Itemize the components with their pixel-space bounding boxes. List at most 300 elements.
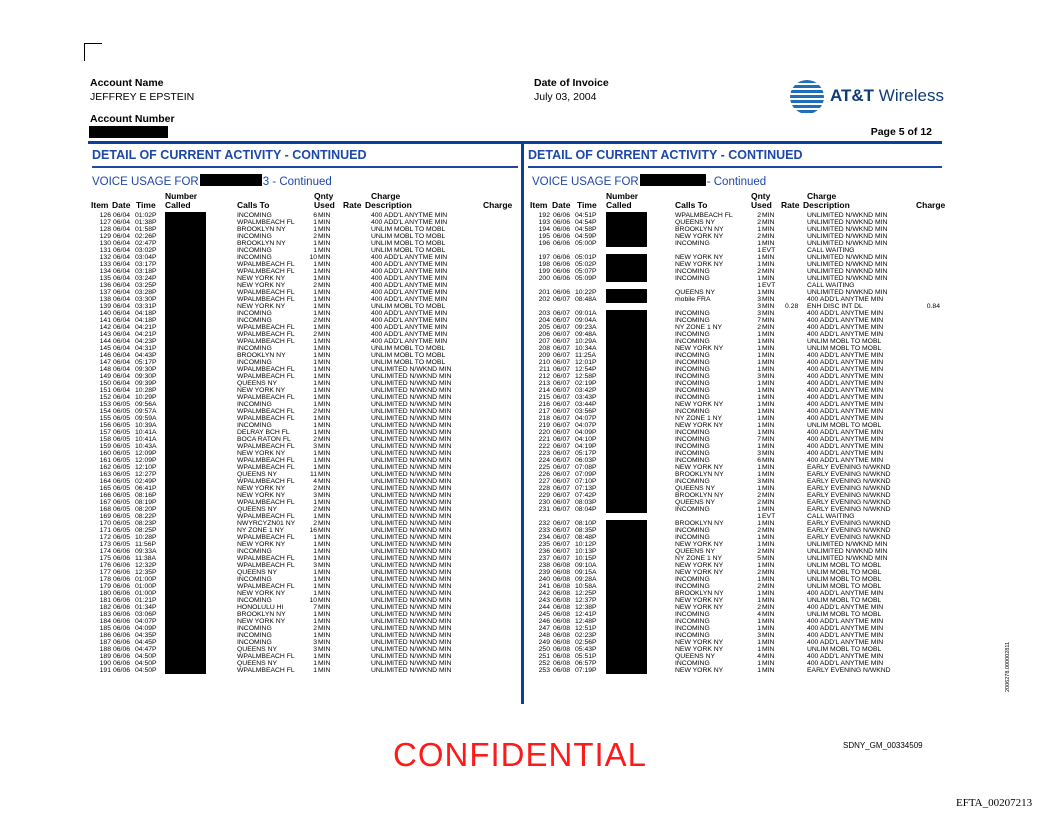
qty-cell: 4 <box>757 653 761 660</box>
description-cell: 400 ADD'L ANYTME MIN <box>371 317 448 324</box>
calls-to-cell: INCOMING <box>675 408 710 415</box>
unit-cell: MIN <box>762 646 775 653</box>
time-cell: 03:06P <box>135 611 157 618</box>
qty-cell: 3 <box>757 310 761 317</box>
unit-cell: MIN <box>318 611 331 618</box>
time-cell: 09:56A <box>135 401 157 408</box>
number-redaction <box>606 352 647 359</box>
number-redaction <box>606 667 647 674</box>
time-cell: 04:07P <box>575 415 597 422</box>
item-cell: 237 <box>538 555 550 562</box>
time-cell: 04:58P <box>575 226 597 233</box>
time-cell: 08:48P <box>575 534 597 541</box>
description-cell: UNLIMITED N/WKND MIN <box>371 569 452 576</box>
table-row <box>0 506 1056 513</box>
calls-to-cell: INCOMING <box>675 583 710 590</box>
item-cell: 155 <box>99 415 111 422</box>
item-cell: 232 <box>538 520 550 527</box>
calls-to-cell: NEW YORK NY <box>675 464 724 471</box>
description-cell: EARLY EVENING N/WKND <box>807 667 891 674</box>
unit-cell: MIN <box>318 415 331 422</box>
calls-to-cell: INCOMING <box>675 338 710 345</box>
qty-cell: 2 <box>313 506 317 513</box>
account-number-redaction <box>89 126 168 138</box>
date-cell: 06/06 <box>113 583 131 590</box>
qty-cell: 1 <box>313 296 317 303</box>
date-cell: 06/04 <box>113 268 131 275</box>
qty-cell: 1 <box>313 632 317 639</box>
time-cell: 08:03P <box>575 499 597 506</box>
calls-to-cell: BROOKLYN NY <box>675 226 724 233</box>
number-redaction <box>606 261 647 268</box>
date-cell: 06/08 <box>553 632 571 639</box>
number-redaction <box>606 534 647 541</box>
item-cell: 236 <box>538 548 550 555</box>
unit-cell: MIN <box>318 408 331 415</box>
qty-cell: 4 <box>757 611 761 618</box>
qty-cell: 1 <box>757 366 761 373</box>
item-cell: 159 <box>99 443 111 450</box>
number-redaction <box>606 233 647 240</box>
calls-to-cell: INCOMING <box>237 639 272 646</box>
item-cell: 183 <box>99 611 111 618</box>
time-cell: 12:51P <box>575 625 597 632</box>
qty-cell: 7 <box>757 317 761 324</box>
item-cell: 163 <box>99 471 111 478</box>
hdr-charge-desc: Charge <box>807 191 837 201</box>
calls-to-cell: INCOMING <box>675 618 710 625</box>
item-cell: 167 <box>99 499 111 506</box>
calls-to-cell: NEW YORK NY <box>675 667 724 674</box>
calls-to-cell: INCOMING <box>675 240 710 247</box>
qty-cell: 1 <box>757 282 761 289</box>
description-cell: UNLIMITED N/WKND MIN <box>371 380 452 387</box>
unit-cell: MIN <box>318 555 331 562</box>
unit-cell: MIN <box>762 212 775 219</box>
calls-to-cell: INCOMING <box>237 422 272 429</box>
item-cell: 143 <box>99 331 111 338</box>
date-cell: 06/06 <box>113 548 131 555</box>
time-cell: 10:22P <box>575 289 597 296</box>
table-row <box>0 422 1056 429</box>
time-cell: 07:09P <box>575 471 597 478</box>
description-cell: UNLIMITED N/WKND MIN <box>807 254 888 261</box>
unit-cell: MIN <box>762 317 775 324</box>
description-cell: UNLIM MOBL TO MOBL <box>371 359 446 366</box>
hdr-calls-to: Calls To <box>237 200 270 210</box>
qty-cell: 3 <box>313 443 317 450</box>
description-cell: EARLY EVENING N/WKND <box>807 492 891 499</box>
item-cell: 221 <box>538 436 550 443</box>
table-row <box>0 429 1056 436</box>
date-cell: 06/04 <box>113 226 131 233</box>
unit-cell: MIN <box>762 632 775 639</box>
item-cell: 176 <box>99 562 111 569</box>
calls-to-cell: BROOKLYN NY <box>237 352 286 359</box>
time-cell: 11:25A <box>575 352 597 359</box>
description-cell: EARLY EVENING N/WKND <box>807 506 891 513</box>
time-cell: 09:57A <box>135 408 157 415</box>
number-redaction <box>606 212 647 219</box>
description-cell: 400 ADD'L ANYTME MIN <box>807 436 884 443</box>
date-cell: 06/04 <box>113 331 131 338</box>
number-redaction <box>606 324 647 331</box>
description-cell: ENH DISC INT DL <box>807 303 863 310</box>
description-cell: UNLIM MOBL TO MOBL <box>371 247 446 254</box>
time-cell: 10:15P <box>575 555 597 562</box>
item-cell: 242 <box>538 590 550 597</box>
number-redaction <box>606 632 647 639</box>
qty-cell: 1 <box>757 338 761 345</box>
date-cell: 06/07 <box>553 331 571 338</box>
item-cell: 210 <box>538 359 550 366</box>
table-row <box>0 611 1056 618</box>
unit-cell: MIN <box>318 296 331 303</box>
unit-cell: MIN <box>762 562 775 569</box>
number-redaction <box>606 450 647 457</box>
description-cell: UNLIM MOBL TO MOBL <box>371 303 446 310</box>
hdr-number: Number <box>606 191 639 201</box>
table-row <box>0 471 1056 478</box>
qty-cell: 3 <box>757 632 761 639</box>
qty-cell: 1 <box>313 541 317 548</box>
calls-to-cell: QUEENS NY <box>237 506 278 513</box>
unit-cell: MIN <box>762 233 775 240</box>
time-cell: 01:38P <box>135 219 157 226</box>
unit-cell: MIN <box>762 506 775 513</box>
time-cell: 12:54P <box>575 366 597 373</box>
time-cell: 04:07P <box>575 422 597 429</box>
corner-crop-mark <box>84 43 102 61</box>
item-cell: 126 <box>99 212 111 219</box>
time-cell: 04:50P <box>135 660 157 667</box>
date-cell: 06/07 <box>553 520 571 527</box>
table-row <box>0 548 1056 555</box>
item-cell: 248 <box>538 632 550 639</box>
date-cell: 06/07 <box>553 457 571 464</box>
calls-to-cell: INCOMING <box>237 233 272 240</box>
item-cell: 182 <box>99 604 111 611</box>
qty-cell: 2 <box>757 219 761 226</box>
left-voice-usage-redaction <box>200 174 262 186</box>
time-cell: 08:25P <box>135 527 157 534</box>
item-cell: 206 <box>538 331 550 338</box>
qty-cell: 1 <box>313 275 317 282</box>
item-cell: 219 <box>538 422 550 429</box>
right-title-underline <box>528 166 942 168</box>
description-cell: UNLIM MOBL TO MOBL <box>371 240 446 247</box>
left-voice-usage-heading <box>92 174 332 188</box>
date-cell: 06/07 <box>553 478 571 485</box>
qty-cell: 2 <box>757 583 761 590</box>
unit-cell: MIN <box>762 296 775 303</box>
item-cell: 228 <box>538 485 550 492</box>
calls-to-cell: INCOMING <box>237 632 272 639</box>
time-cell: 07:19P <box>575 667 597 674</box>
date-cell: 06/07 <box>553 527 571 534</box>
time-cell: 06:41P <box>135 485 157 492</box>
calls-to-cell: NEW YORK NY <box>675 569 724 576</box>
time-cell: 04:50P <box>135 667 157 674</box>
qty-cell: 1 <box>313 352 317 359</box>
calls-to-cell: NEW YORK NY <box>675 604 724 611</box>
date-cell: 06/04 <box>113 345 131 352</box>
hdr-time: Time <box>136 200 156 210</box>
time-cell: 10:13P <box>575 548 597 555</box>
time-cell: 05:43P <box>575 646 597 653</box>
time-cell: 03:30P <box>135 296 157 303</box>
calls-to-cell: NEW YORK NY <box>675 541 724 548</box>
date-cell: 06/06 <box>113 646 131 653</box>
time-cell: 08:10P <box>575 520 597 527</box>
item-cell: 193 <box>538 219 550 226</box>
time-cell: 12:48P <box>575 618 597 625</box>
date-cell: 06/05 <box>113 443 131 450</box>
unit-cell: MIN <box>318 443 331 450</box>
table-row <box>0 331 1056 338</box>
hdr-date: Date <box>112 200 131 210</box>
number-redaction <box>606 527 647 534</box>
hdr-called: Called <box>606 200 632 210</box>
calls-to-cell: INCOMING <box>675 359 710 366</box>
unit-cell: MIN <box>318 331 331 338</box>
account-name: JEFFREY E EPSTEIN <box>90 91 195 103</box>
date-cell: 06/06 <box>113 653 131 660</box>
number-redaction <box>606 562 647 569</box>
description-cell: UNLIM MOBL TO MOBL <box>807 646 882 653</box>
qty-cell: 3 <box>757 303 761 310</box>
date-cell: 06/07 <box>553 485 571 492</box>
qty-cell: 1 <box>757 261 761 268</box>
item-cell: 169 <box>99 513 111 520</box>
date-cell: 06/08 <box>553 667 571 674</box>
item-cell: 181 <box>99 597 111 604</box>
date-cell: 06/08 <box>553 576 571 583</box>
date-cell: 06/07 <box>553 401 571 408</box>
confidential-stamp: CONFIDENTIAL <box>393 736 648 773</box>
time-cell: 09:33A <box>135 548 157 555</box>
item-cell: 129 <box>99 233 111 240</box>
qty-cell: 1 <box>313 247 317 254</box>
date-cell: 06/07 <box>553 408 571 415</box>
hdr-qnty: Qnty <box>314 191 334 201</box>
date-cell: 06/04 <box>113 380 131 387</box>
calls-to-cell: INCOMING <box>675 527 710 534</box>
calls-to-cell: NY ZONE 1 NY <box>675 415 723 422</box>
table-row <box>0 457 1056 464</box>
calls-to-cell: INCOMING <box>237 254 272 261</box>
date-cell: 06/07 <box>553 443 571 450</box>
description-cell: 400 ADD'L ANYTME MIN <box>807 394 884 401</box>
time-cell: 08:19P <box>135 499 157 506</box>
description-cell: UNLIMITED N/WKND MIN <box>807 233 888 240</box>
calls-to-cell: WPALMBEACH FL <box>237 366 295 373</box>
table-row <box>0 268 1056 275</box>
unit-cell: MIN <box>318 639 331 646</box>
description-cell: 400 ADD'L ANYTME MIN <box>807 604 884 611</box>
calls-to-cell: NY ZONE 1 NY <box>675 555 723 562</box>
qty-cell: 1 <box>313 450 317 457</box>
item-cell: 203 <box>538 310 550 317</box>
description-cell: 400 ADD'L ANYTME MIN <box>371 331 448 338</box>
item-cell: 128 <box>99 226 111 233</box>
date-cell: 06/05 <box>113 485 131 492</box>
bates-number: SDNY_GM_00334509 <box>843 741 923 750</box>
unit-cell: MIN <box>318 618 331 625</box>
table-row <box>0 303 1056 310</box>
table-row <box>0 660 1056 667</box>
calls-to-cell: WPALMBEACH FL <box>237 464 295 471</box>
date-cell: 06/06 <box>553 226 571 233</box>
description-cell: UNLIMITED N/WKND MIN <box>371 604 452 611</box>
item-cell: 223 <box>538 450 550 457</box>
item-cell: 244 <box>538 604 550 611</box>
calls-to-cell: INCOMING <box>237 359 272 366</box>
date-cell: 06/05 <box>113 415 131 422</box>
hdr-called: Called <box>165 200 191 210</box>
calls-to-cell: BROOKLYN NY <box>675 471 724 478</box>
hdr-date: Date <box>552 200 571 210</box>
table-row <box>0 443 1056 450</box>
calls-to-cell: INCOMING <box>675 611 710 618</box>
qty-cell: 2 <box>757 548 761 555</box>
table-row <box>0 492 1056 499</box>
date-cell: 06/05 <box>113 499 131 506</box>
qty-cell: 1 <box>757 289 761 296</box>
unit-cell: MIN <box>762 436 775 443</box>
table-row <box>0 597 1056 604</box>
table-row <box>0 401 1056 408</box>
qty-cell: 2 <box>313 331 317 338</box>
number-redaction <box>606 296 647 303</box>
qty-cell: 1 <box>313 387 317 394</box>
unit-cell: MIN <box>762 485 775 492</box>
time-cell: 01:21P <box>135 597 157 604</box>
account-name-label: Account Name <box>90 77 164 89</box>
unit-cell: MIN <box>318 303 331 310</box>
logo-text-wireless: Wireless <box>874 86 944 105</box>
item-cell: 153 <box>99 401 111 408</box>
qty-cell: 3 <box>313 492 317 499</box>
time-cell: 12:01P <box>575 359 597 366</box>
qty-cell: 7 <box>313 604 317 611</box>
qty-cell: 1 <box>757 534 761 541</box>
time-cell: 09:15A <box>575 569 597 576</box>
unit-cell: MIN <box>318 338 331 345</box>
qty-cell: 1 <box>313 534 317 541</box>
number-redaction <box>606 268 647 275</box>
number-redaction <box>606 457 647 464</box>
time-cell: 05:02P <box>575 261 597 268</box>
table-row <box>0 520 1056 527</box>
calls-to-cell: NEW YORK NY <box>237 492 286 499</box>
time-cell: 09:48A <box>575 331 597 338</box>
qty-cell: 1 <box>757 352 761 359</box>
number-redaction <box>606 478 647 485</box>
description-cell: 400 ADD'L ANYTME MIN <box>807 639 884 646</box>
time-cell: 04:21P <box>135 324 157 331</box>
right-call-table <box>0 212 1056 674</box>
calls-to-cell: NEW YORK NY <box>237 303 286 310</box>
date-cell: 06/06 <box>553 275 571 282</box>
qty-cell: 3 <box>313 562 317 569</box>
number-redaction <box>606 639 647 646</box>
unit-cell: MIN <box>318 471 331 478</box>
calls-to-cell: NEW YORK NY <box>237 618 286 625</box>
date-cell: 06/08 <box>553 597 571 604</box>
unit-cell: MIN <box>762 359 775 366</box>
item-cell: 161 <box>99 457 111 464</box>
calls-to-cell: INCOMING <box>675 450 710 457</box>
calls-to-cell: WPALMBEACH FL <box>237 555 295 562</box>
time-cell: 04:50P <box>135 653 157 660</box>
time-cell: 08:35P <box>575 527 597 534</box>
date-cell: 06/07 <box>553 359 571 366</box>
calls-to-cell: WPALMBEACH FL <box>237 653 295 660</box>
hdr-time: Time <box>577 200 597 210</box>
unit-cell: MIN <box>762 653 775 660</box>
description-cell: UNLIMITED N/WKND MIN <box>807 289 888 296</box>
description-cell: UNLIMITED N/WKND MIN <box>371 429 452 436</box>
unit-cell: MIN <box>762 527 775 534</box>
unit-cell: MIN <box>762 415 775 422</box>
item-cell: 247 <box>538 625 550 632</box>
calls-to-cell: QUEENS NY <box>675 499 716 506</box>
time-cell: 10:29P <box>135 394 157 401</box>
hdr-rate: Rate <box>343 200 362 210</box>
calls-to-cell: INCOMING <box>237 548 272 555</box>
table-row <box>0 324 1056 331</box>
right-voice-usage-post: - Continued <box>706 176 767 188</box>
right-voice-usage-heading <box>532 174 766 188</box>
description-cell: UNLIM MOBL TO MOBL <box>807 422 882 429</box>
description-cell: 400 ADD'L ANYTME MIN <box>807 590 884 597</box>
table-row <box>0 394 1056 401</box>
time-cell: 09:10A <box>575 562 597 569</box>
unit-cell: MIN <box>762 450 775 457</box>
description-cell: UNLIMITED N/WKND MIN <box>371 450 452 457</box>
description-cell: UNLIMITED N/WKND MIN <box>371 408 452 415</box>
time-cell: 08:20P <box>135 506 157 513</box>
calls-to-cell: WPALMBEACH FL <box>237 583 295 590</box>
vertical-id: 2006278.000002811 <box>1005 641 1011 692</box>
date-cell: 06/04 <box>113 373 131 380</box>
number-redaction <box>606 226 647 233</box>
item-cell: 134 <box>99 268 111 275</box>
description-cell: UNLIM MOBL TO MOBL <box>807 569 882 576</box>
calls-to-cell: INCOMING <box>675 331 710 338</box>
description-cell: 400 ADD'L ANYTME MIN <box>807 401 884 408</box>
calls-to-cell: INCOMING <box>675 506 710 513</box>
calls-to-cell: INCOMING <box>675 478 710 485</box>
time-cell: 04:35P <box>135 632 157 639</box>
calls-to-cell: mobile FRA <box>675 296 711 303</box>
calls-to-cell: INCOMING <box>675 443 710 450</box>
unit-cell: MIN <box>318 520 331 527</box>
calls-to-cell: WPALMBEACH FL <box>237 394 295 401</box>
unit-cell: MIN <box>318 506 331 513</box>
time-cell: 08:16P <box>135 492 157 499</box>
description-cell: 400 ADD'L ANYTME MIN <box>807 660 884 667</box>
calls-to-cell: NEW YORK NY <box>237 282 286 289</box>
qty-cell: 1 <box>313 464 317 471</box>
number-redaction <box>606 471 647 478</box>
qty-cell: 2 <box>757 268 761 275</box>
description-cell: UNLIMITED N/WKND MIN <box>371 443 452 450</box>
calls-to-cell: WPALMBEACH FL <box>237 534 295 541</box>
number-redaction <box>606 254 647 261</box>
description-cell: UNLIMITED N/WKND MIN <box>371 492 452 499</box>
